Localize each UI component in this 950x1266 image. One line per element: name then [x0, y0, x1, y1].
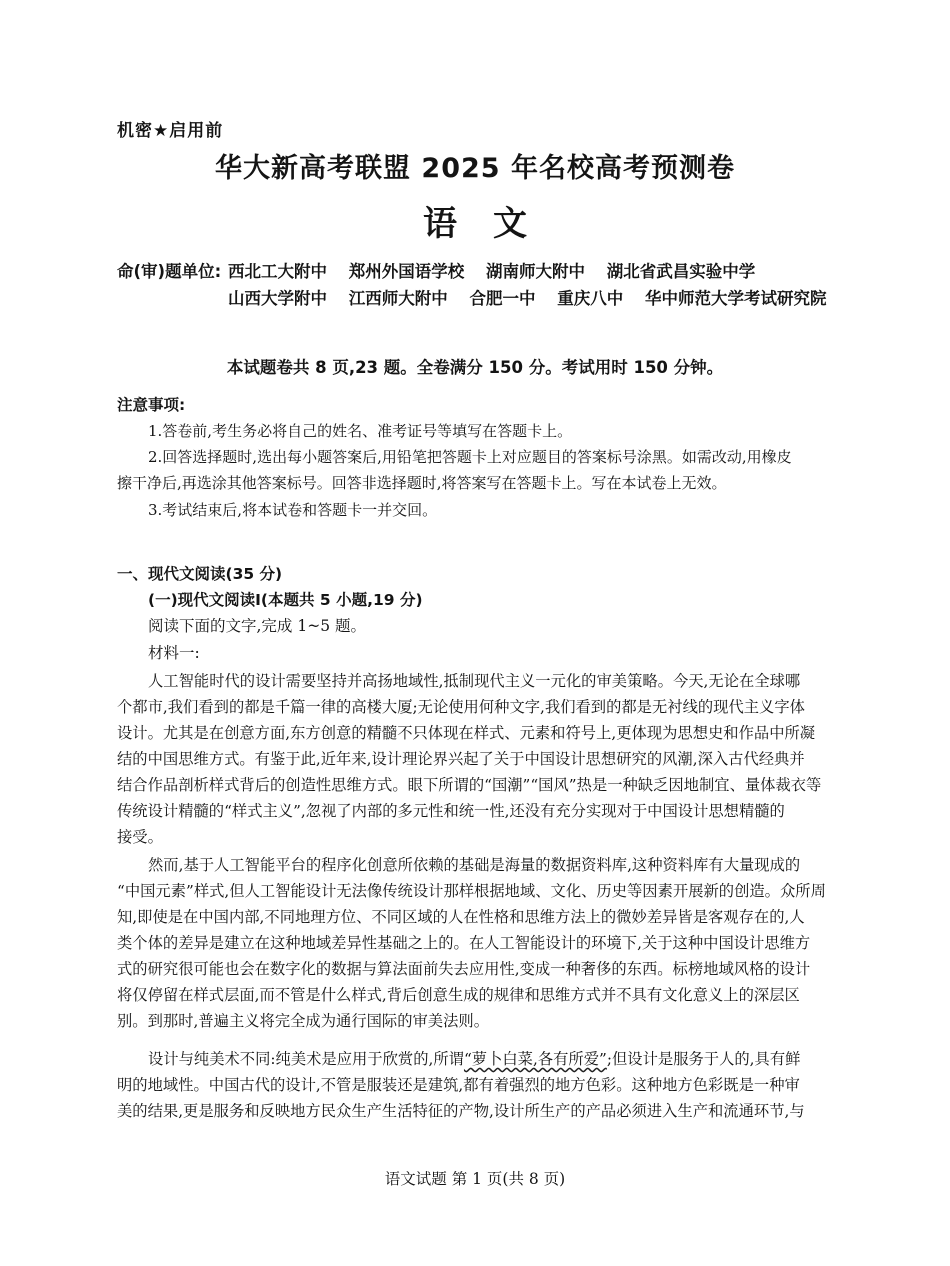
- body-line: 设计。尤其是在创意方面,东方创意的精髓不只体现在样式、元素和符号上,更体现为思想史和作品中所凝: [117, 724, 816, 742]
- confidential-label: 机密★启用前: [117, 121, 224, 141]
- section-title: 一、现代文阅读(35 分): [117, 565, 283, 583]
- underlined-quote: “萝卜白菜,各有所爱”: [463, 1050, 607, 1068]
- part-title: (一)现代文阅读Ⅰ(本题共 5 小题,19 分): [148, 591, 423, 609]
- body-line: 结的中国思维方式。有鉴于此,近年来,设计理论界兴起了关于中国设计思想研究的风潮,深入古代经典并: [117, 750, 805, 768]
- exam-info: 本试题卷共 8 页,23 题。全卷满分 150 分。考试用时 150 分钟。: [226, 358, 724, 377]
- body-line: 结合作品剖析样式背后的创造性思维方式。眼下所谓的“国潮”“国风”热是一种缺乏因地制宜、量体裁衣等: [117, 776, 822, 794]
- body-line: 人工智能时代的设计需要坚持并高扬地域性,抵制现代主义一元化的审美策略。今天,无论在全球哪: [148, 672, 801, 690]
- body-line: 传统设计精髓的“样式主义”,忽视了内部的多元性和统一性,还没有充分实现对于中国设计思想精髓的: [117, 802, 785, 820]
- body-line: 类个体的差异是建立在这种地域差异性基础之上的。在人工智能设计的环境下,关于这种中国设计思维方: [117, 934, 811, 952]
- note-item-2: 2.回答选择题时,选出每小题答案后,用铅笔把答题卡上对应题目的答案标号涂黑。如需改动,用橡皮: [148, 448, 792, 466]
- notes-title: 注意事项:: [117, 396, 186, 414]
- material-label: 材料一:: [148, 644, 200, 662]
- units-label: 命(审)题单位:: [117, 262, 222, 281]
- body-line: 明的地域性。中国古代的设计,不管是服装还是建筑,都有着强烈的地方色彩。这种地方色彩既是一种审: [117, 1076, 800, 1094]
- body-line: 别。到那时,普遍主义将完全成为通行国际的审美法则。: [117, 1012, 489, 1030]
- body-text: 设计与纯美术不同:纯美术是应用于欣赏的,所谓: [148, 1050, 464, 1068]
- reading-instruction: 阅读下面的文字,完成 1~5 题。: [148, 617, 366, 635]
- body-line: 然而,基于人工智能平台的程序化创意所依赖的基础是海量的数据资料库,这种资料库有大量现成的: [148, 856, 801, 874]
- body-line: 接受。: [117, 828, 163, 846]
- body-line: 美的结果,更是服务和反映地方民众生产生活特征的产物,设计所生产的产品必须进入生产和流通环节,与: [117, 1102, 805, 1120]
- note-item-3: 3.考试结束后,将本试卷和答题卡一并交回。: [148, 501, 438, 519]
- note-item-2-cont: 擦干净后,再选涂其他答案标号。回答非选择题时,将答案写在答题卡上。写在本试卷上无效。: [117, 474, 727, 492]
- units-line-2: 山西大学附中 江西师大附中 合肥一中 重庆八中 华中师范大学考试研究院: [228, 289, 827, 308]
- page-footer: 语文试题 第 1 页(共 8 页): [384, 1170, 566, 1188]
- body-line: 知,即使是在中国内部,不同地理方位、不同区域的人在性格和思维方法上的微妙差异皆是客观存在的,人: [117, 908, 805, 926]
- subject-title: 语文: [423, 204, 563, 244]
- body-line: “中国元素”样式,但人工智能设计无法像传统设计那样根据地域、文化、历史等因素开展新的创造。众所周: [117, 882, 826, 900]
- units-line-1: 西北工大附中 郑州外国语学校 湖南师大附中 湖北省武昌实验中学: [228, 262, 756, 281]
- body-line: 将仅停留在样式层面,而不管是什么样式,背后创意生成的规律和思维方式并不具有文化意义上的深层区: [117, 986, 800, 1004]
- body-line: [148, 1047, 800, 1069]
- body-text: ;但设计是服务于人的,具有鲜: [606, 1050, 801, 1068]
- body-line: 式的研究很可能也会在数字化的数据与算法面前失去应用性,变成一种奢侈的东西。标榜地域风格的设计: [117, 960, 811, 978]
- exam-title: 华大新高考联盟 2025 年名校高考预测卷: [215, 153, 735, 184]
- body-line: 个都市,我们看到的都是千篇一律的高楼大厦;无论使用何种文字,我们看到的都是无衬线的现代主义字体: [117, 698, 805, 716]
- note-item-1: 1.答卷前,考生务必将自己的姓名、准考证号等填写在答题卡上。: [148, 422, 573, 440]
